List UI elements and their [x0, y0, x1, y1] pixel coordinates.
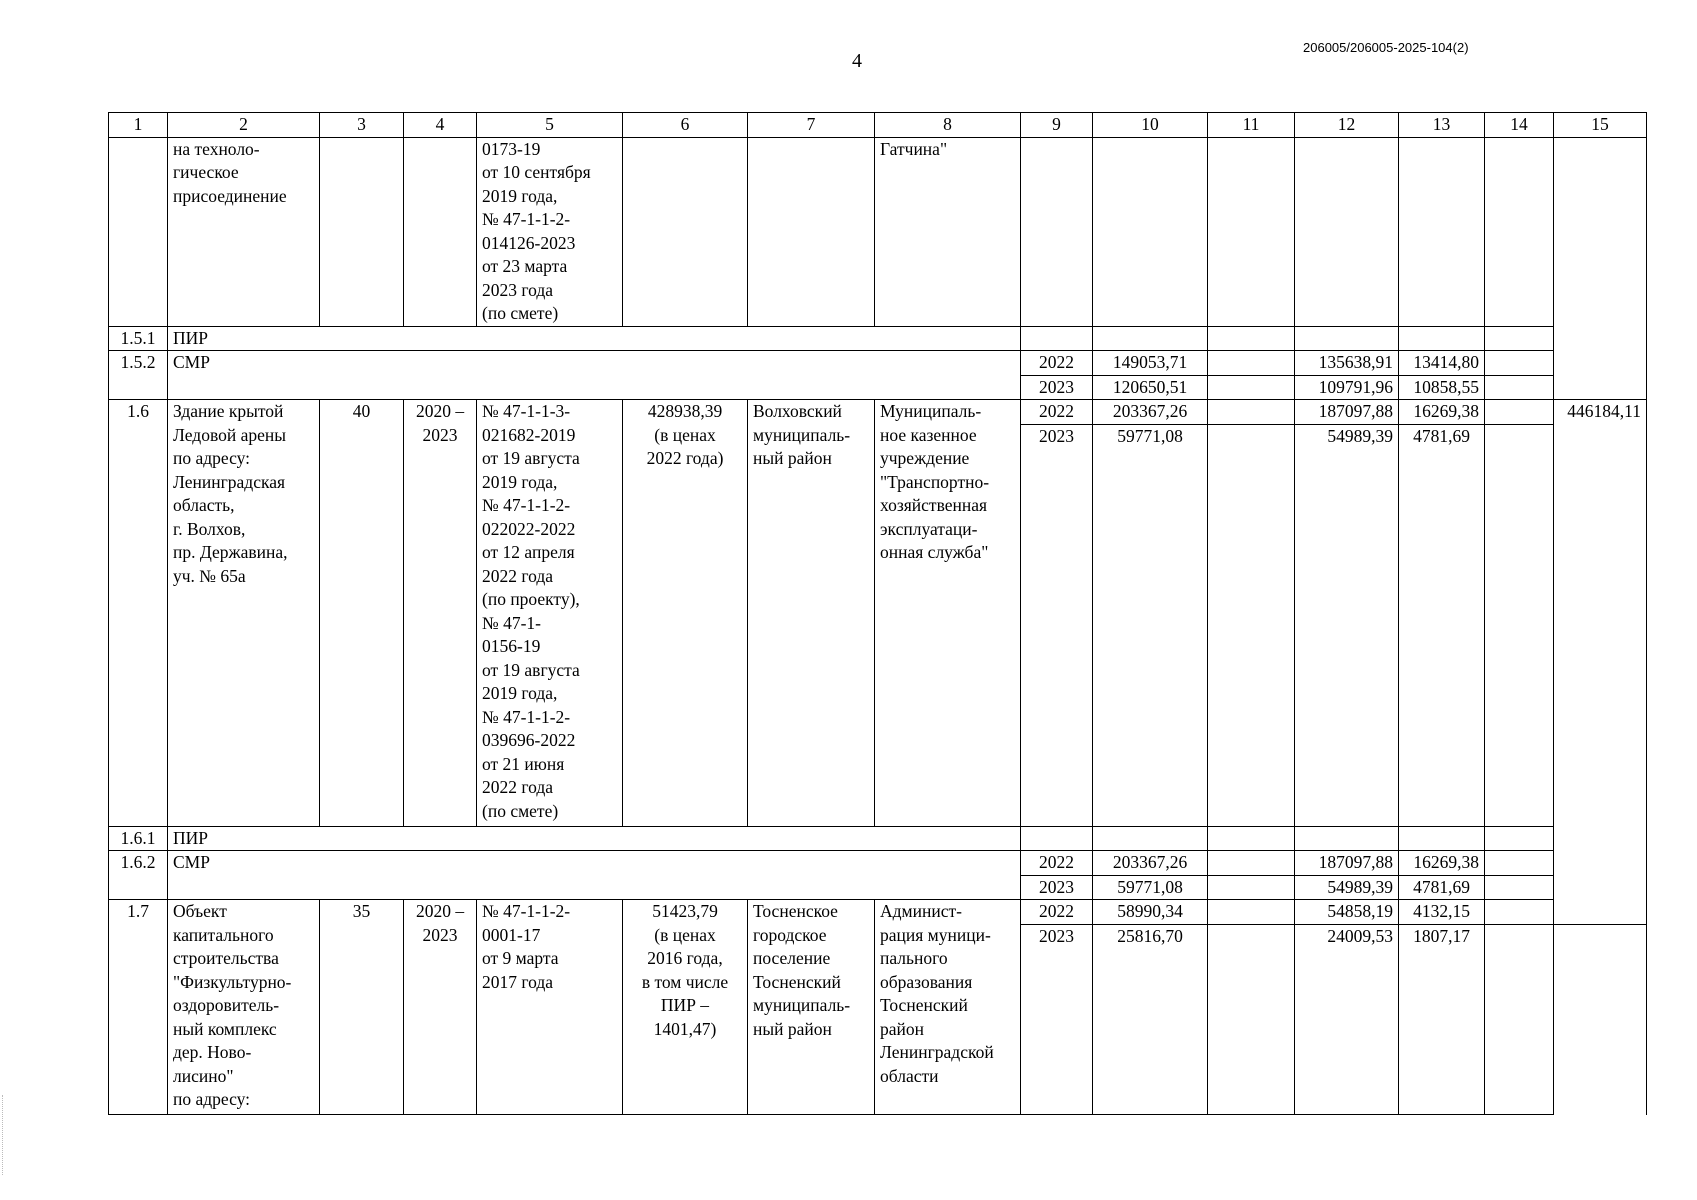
cell-capacity: 40 [320, 400, 404, 827]
cell-col11 [1208, 137, 1295, 326]
cell-number: 1.7 [109, 900, 168, 1115]
cell-expertise: № 47-1-1-3- 021682-2019 от 19 августа 2019 года, № 47-1-1-2- 022022-2022 от 12 апреля 2022 года (по проекту), № 47-1- 0156-19 от 19 августа 2019 года, № 47-1-1-2- 039696-2022 от 21 июня 2022 года (по смете) [477, 400, 623, 827]
cell-municipality: Волховский муниципаль- ный район [748, 400, 875, 827]
cell-total [1093, 326, 1208, 351]
cell-col14 [1485, 875, 1554, 900]
cell-col14 [1485, 924, 1554, 1114]
cell-total: 58990,34 [1093, 900, 1208, 925]
cell-year: 2022 [1021, 351, 1093, 376]
cell-total: 203367,26 [1093, 851, 1208, 876]
header-cell: 1 [109, 113, 168, 138]
cell-object-name: СМР [168, 851, 1021, 900]
cell-year [1021, 326, 1093, 351]
cell-total [1093, 826, 1208, 851]
cell-col11 [1208, 351, 1295, 376]
cell-col13 [1399, 137, 1485, 326]
cell-col11 [1208, 375, 1295, 400]
cell-col12: 54989,39 [1295, 424, 1399, 826]
header-cell: 14 [1485, 113, 1554, 138]
header-cell: 10 [1093, 113, 1208, 138]
header-cell: 6 [623, 113, 748, 138]
cell-col13: 1807,17 [1399, 924, 1485, 1114]
cell-col11 [1208, 851, 1295, 876]
cell-col14 [1485, 375, 1554, 400]
cell-capacity [320, 137, 404, 326]
table-row-1-5-1 [109, 326, 1647, 351]
cell-col13: 10858,55 [1399, 375, 1485, 400]
header-cell: 3 [320, 113, 404, 138]
cell-year: 2022 [1021, 900, 1093, 925]
cell-col11 [1208, 875, 1295, 900]
cell-col12 [1295, 826, 1399, 851]
header-cell: 11 [1208, 113, 1295, 138]
header-cell: 13 [1399, 113, 1485, 138]
cell-number: 1.6.1 [109, 826, 168, 851]
cell-col12: 109791,96 [1295, 375, 1399, 400]
cell-object-name: ПИР [168, 826, 1021, 851]
cell-col11 [1208, 924, 1295, 1114]
cell-object-name: на техноло- гическое присоединение [168, 137, 320, 326]
cell-number: 1.5.2 [109, 351, 168, 400]
cell-col13: 4132,15 [1399, 900, 1485, 925]
cell-period: 2020 – 2023 [404, 400, 477, 827]
cell-object-name: Здание крытой Ледовой арены по адресу: Ленинградская область, г. Волхов, пр. Державина, уч. № 65а [168, 400, 320, 827]
cell-col13: 13414,80 [1399, 351, 1485, 376]
cell-col12 [1295, 326, 1399, 351]
cell-year: 2023 [1021, 375, 1093, 400]
cell-total: 203367,26 [1093, 400, 1208, 425]
cell-total: 149053,71 [1093, 351, 1208, 376]
cell-col14 [1485, 326, 1554, 351]
cell-expertise: 0173-19 от 10 сентября 2019 года, № 47-1-1-2- 014126-2023 от 23 марта 2023 года (по смете) [477, 137, 623, 326]
scan-artifact [2, 1095, 7, 1175]
page-number: 4 [852, 50, 862, 72]
cell-col11 [1208, 424, 1295, 826]
cell-col13: 16269,38 [1399, 400, 1485, 425]
cell-col15 [1554, 137, 1647, 400]
cell-col14 [1485, 351, 1554, 376]
cell-customer: Админист- рация муници- пального образования Тосненский район Ленинградской области [875, 900, 1021, 1115]
cell-object-name: СМР [168, 351, 1021, 400]
document-id: 206005/206005-2025-104(2) [1303, 40, 1469, 55]
cell-year: 2022 [1021, 851, 1093, 876]
table-row-1-7 [109, 900, 1647, 925]
cell-col13 [1399, 826, 1485, 851]
cell-period [404, 137, 477, 326]
header-cell: 2 [168, 113, 320, 138]
header-cell: 5 [477, 113, 623, 138]
table-row-1-6-2 [109, 851, 1647, 876]
cell-year [1021, 826, 1093, 851]
cell-number: 1.6 [109, 400, 168, 827]
cell-col14 [1485, 424, 1554, 826]
cell-col13: 4781,69 [1399, 424, 1485, 826]
cell-customer: Муниципаль- ное казенное учреждение "Транспортно- хозяйственная эксплуатаци- онная служба" [875, 400, 1021, 827]
cell-col14 [1485, 851, 1554, 876]
cell-object-name: ПИР [168, 326, 1021, 351]
cell-year: 2023 [1021, 924, 1093, 1114]
cell-customer: Гатчина" [875, 137, 1021, 326]
cell-total: 59771,08 [1093, 424, 1208, 826]
table-row-continuation [109, 137, 1647, 326]
table-row-1-5-2 [109, 351, 1647, 376]
cell-municipality [748, 137, 875, 326]
cell-total [1093, 137, 1208, 326]
cell-col11 [1208, 900, 1295, 925]
cell-cost: 51423,79 (в ценах 2016 года, в том числе ПИР – 1401,47) [623, 900, 748, 1115]
table-row-1-6 [109, 400, 1647, 425]
cell-col12 [1295, 137, 1399, 326]
cell-number: 1.5.1 [109, 326, 168, 351]
cell-total: 59771,08 [1093, 875, 1208, 900]
cell-total: 120650,51 [1093, 375, 1208, 400]
header-cell: 15 [1554, 113, 1647, 138]
cell-col14 [1485, 400, 1554, 425]
cell-col12: 135638,91 [1295, 351, 1399, 376]
cell-year [1021, 137, 1093, 326]
cell-col12: 24009,53 [1295, 924, 1399, 1114]
cell-period: 2020 – 2023 [404, 900, 477, 1115]
cell-col11 [1208, 326, 1295, 351]
cell-col12: 54989,39 [1295, 875, 1399, 900]
cell-cost [623, 137, 748, 326]
cell-col14 [1485, 826, 1554, 851]
budget-table [108, 112, 1647, 1115]
cell-capacity: 35 [320, 900, 404, 1115]
cell-cost: 428938,39 (в ценах 2022 года) [623, 400, 748, 827]
header-cell: 9 [1021, 113, 1093, 138]
cell-col13 [1399, 326, 1485, 351]
table-row-1-6-1 [109, 826, 1647, 851]
cell-col11 [1208, 400, 1295, 425]
cell-col15: 446184,11 [1554, 400, 1647, 925]
cell-expertise: № 47-1-1-2- 0001-17 от 9 марта 2017 года [477, 900, 623, 1115]
cell-year: 2022 [1021, 400, 1093, 425]
header-row [109, 113, 1647, 138]
cell-object-name: Объект капитального строительства "Физкультурно- оздоровитель- ный комплекс дер. Ново- лисино" по адресу: [168, 900, 320, 1115]
header-cell: 4 [404, 113, 477, 138]
cell-col11 [1208, 826, 1295, 851]
header-cell: 7 [748, 113, 875, 138]
cell-municipality: Тосненское городское поселение Тосненский муниципаль- ный район [748, 900, 875, 1115]
cell-col12: 54858,19 [1295, 900, 1399, 925]
cell-col14 [1485, 137, 1554, 326]
cell-col14 [1485, 900, 1554, 925]
header-cell: 12 [1295, 113, 1399, 138]
cell-total: 25816,70 [1093, 924, 1208, 1114]
cell-col12: 187097,88 [1295, 400, 1399, 425]
cell-year: 2023 [1021, 424, 1093, 826]
cell-number [109, 137, 168, 326]
cell-col13: 16269,38 [1399, 851, 1485, 876]
cell-year: 2023 [1021, 875, 1093, 900]
cell-number: 1.6.2 [109, 851, 168, 900]
cell-col13: 4781,69 [1399, 875, 1485, 900]
header-cell: 8 [875, 113, 1021, 138]
cell-col12: 187097,88 [1295, 851, 1399, 876]
